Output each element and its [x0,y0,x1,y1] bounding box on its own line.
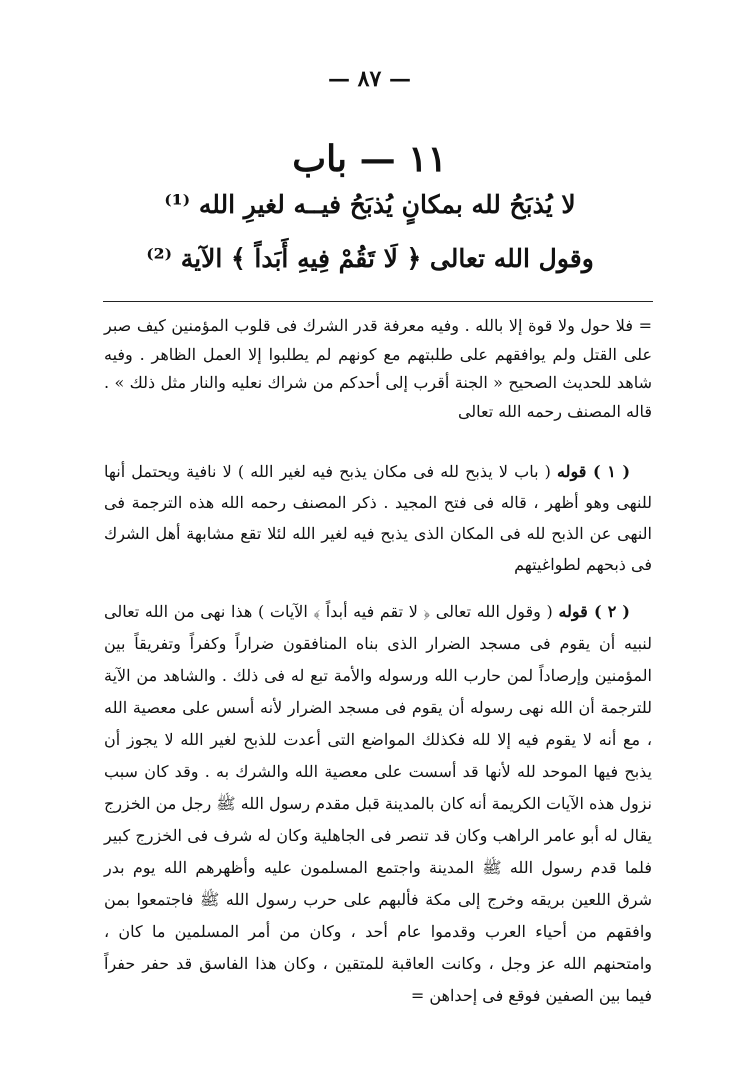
footnote-1-paragraph [104,456,652,580]
chapter-title: ١١ — باب [292,138,447,180]
page-number: — ٨٧ — [328,66,411,92]
footnote-2-paragraph [104,596,652,1012]
section-divider [103,301,653,302]
chapter-subtitle-line2: وقول الله تعالى ﴿ لَا تَقُمْ فِيهِ أَبَداً ﴾ الآية ⁽²⁾ [146,244,594,273]
footnote-1-lead: ( ١ ) قوله [557,462,631,481]
footnote-2-lead: ( ٢ ) قوله [558,602,631,621]
chapter-subtitle-line1: لا يُذبَحُ لله بمكانٍ يُذبَحُ فيــه لغيرِ الله ⁽¹⁾ [164,190,576,219]
footnote-1-text: ( باب لا يذبح لله فى مكان يذبح فيه لغير الله ) لا نافية ويحتمل أنها للنهى وهو أظهر ، قاله فى فتح المجيد . ذكر المصنف رحمه الله هذه الترجمة فى النهى عن الذبح لله فى المكان الذى يذبح فيه لغير الله لئلا تقع مشابهة أهل الشرك فى ذبحهم لطواغيتهم [104,462,653,574]
footnote-2-text: ( وقول الله تعالى ﴿ لا تقم فيه أبداً ﴾ الآيات ) هذا نهى من الله تعالى لنبيه أن يقوم فى مسجد الضرار الذى بناه المنافقون ضراراً وكفراً وتفريقاً بين المؤمنين وإرصاداً لمن حارب الله ورسوله والأمة تبع له فى ذلك . والشاهد من الآية للترجمة أن الله نهى رسوله أن يقوم فى مسجد الضرار لأنه أسس على معصية الله ، مع أنه لا يقوم فيه إلا لله فكذلك المواضع التى أعدت للذبح لغير الله لا يجوز أن يذبح فيها الموحد لله لأنها قد أسست على معصية الله والشرك به . وقد كان سبب نزول هذه الآيات الكريمة أنه كان بالمدينة قبل مقدم رسول الله ﷺ رجل من الخزرج يقال له أبو عامر الراهب وكان قد تنصر فى الجاهلية وكان له شرف فى الخزرج كبير فلما قدم رسول الله ﷺ المدينة واجتمع المسلمون عليه وأظهرهم الله يوم بدر شرق اللعين بريقه وخرج إلى مكة فألبهم على حرب رسول الله ﷺ فاجتمعوا بمن وافقهم من أحياء العرب وقدموا عام أحد ، وكان من أمر المسلمين ما كان ، وامتحنهم الله عز وجل ، وكانت العاقبة للمتقين ، وكان هذا الفاسق قد حفر حفراً فيما بين الصفين فوقع فى إحداهن = [104,602,653,1005]
intro-paragraph [104,312,652,426]
intro-text: = فلا حول ولا قوة إلا بالله . وفيه معرفة قدر الشرك فى قلوب المؤمنين كيف صبر على القتل ولم يوافقهم على طلبتهم مع كونهم لم يطلبوا إلا العمل الظاهر . وفيه شاهد للحديث الصحيح « الجنة أقرب إلى أحدكم من شراك نعليه والنار مثل ذلك » . قاله المصنف رحمه الله تعالى [104,316,652,421]
footnote-2 [104,596,652,1012]
footnote-1 [104,456,652,580]
